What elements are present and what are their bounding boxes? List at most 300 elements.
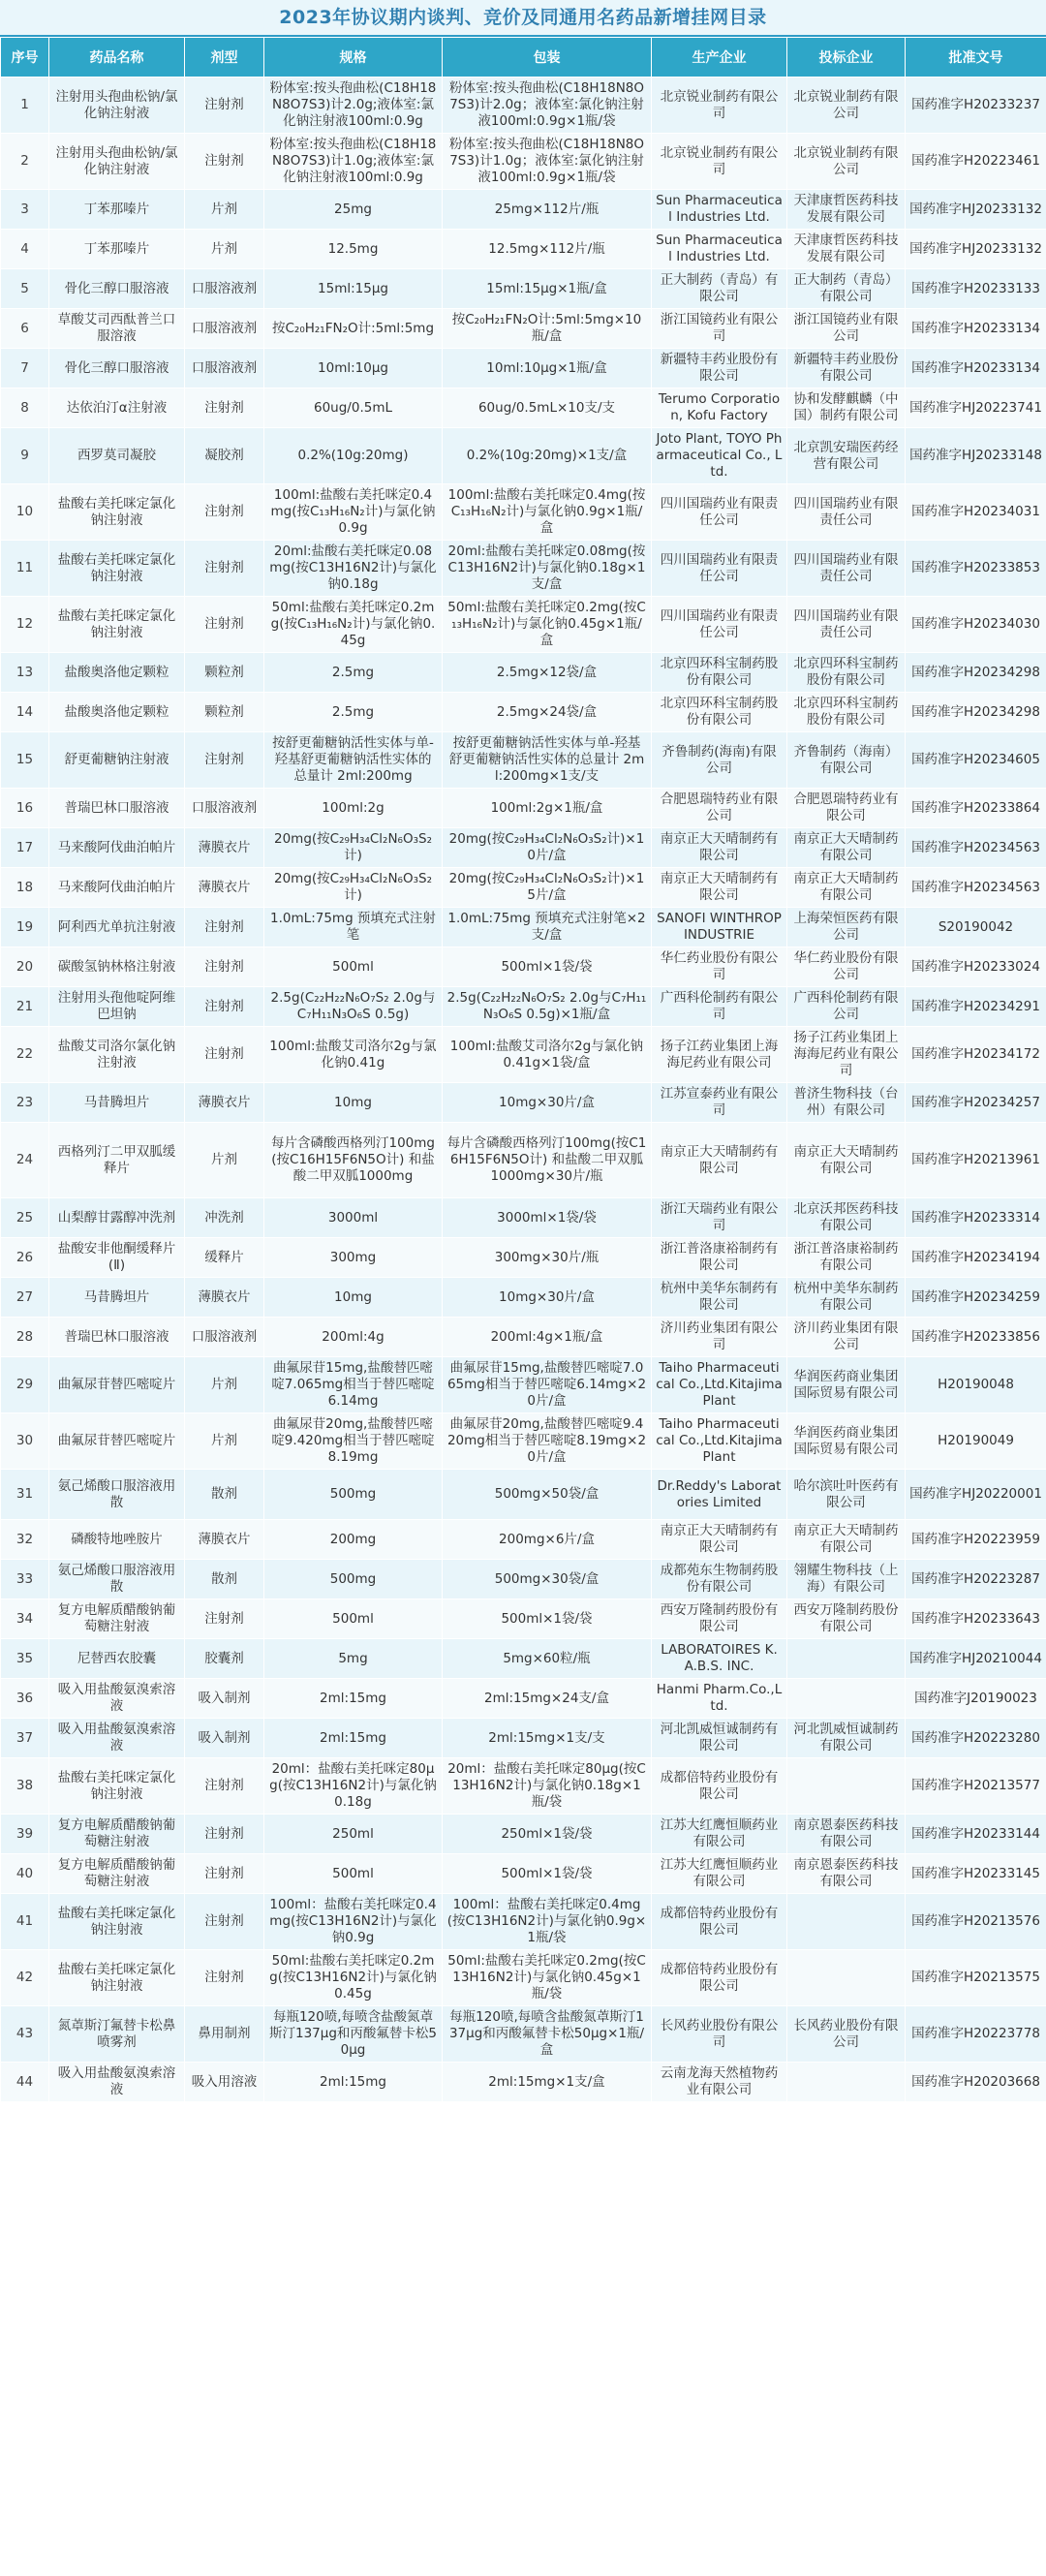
cell-bidder: [787, 1679, 906, 1719]
cell-bidder: 哈尔滨吐叶医药有限公司: [787, 1470, 906, 1520]
cell-pack: 10mg×30片/盒: [443, 1278, 652, 1318]
cell-seq: 30: [1, 1413, 49, 1470]
cell-form: 片剂: [185, 1123, 264, 1198]
cell-bidder: 普济生物科技（台州）有限公司: [787, 1083, 906, 1123]
cell-bidder: 上海荣恒医药有限公司: [787, 908, 906, 947]
cell-bidder: [787, 1950, 906, 2006]
cell-bidder: 河北凯威恒诚制药有限公司: [787, 1719, 906, 1758]
cell-seq: 9: [1, 428, 49, 484]
cell-maker: 浙江天瑞药业有限公司: [652, 1198, 787, 1238]
cell-maker: SANOFI WINTHROP INDUSTRIE: [652, 908, 787, 947]
cell-bidder: 长风药业股份有限公司: [787, 2006, 906, 2063]
cell-name: 阿利西尤单抗注射液: [49, 908, 185, 947]
table-row: [1, 1950, 1046, 2006]
cell-name: 西格列汀二甲双胍缓释片: [49, 1123, 185, 1198]
cell-maker: 正大制药（青岛）有限公司: [652, 269, 787, 309]
cell-approval: 国药准字J20190023: [906, 1679, 1046, 1719]
table-row: [1, 1815, 1046, 1854]
cell-maker: Dr.Reddy's Laboratories Limited: [652, 1470, 787, 1520]
cell-seq: 17: [1, 828, 49, 868]
cell-spec: 0.2%(10g:20mg): [264, 428, 443, 484]
cell-maker: Hanmi Pharm.Co.,Ltd.: [652, 1679, 787, 1719]
cell-approval: 国药准字H20213577: [906, 1758, 1046, 1815]
cell-bidder: 南京正大天晴制药有限公司: [787, 828, 906, 868]
cell-maker: 扬子江药业集团上海海尼药业有限公司: [652, 1027, 787, 1083]
cell-seq: 5: [1, 269, 49, 309]
cell-spec: 200mg: [264, 1520, 443, 1560]
cell-seq: 20: [1, 947, 49, 987]
cell-pack: 25mg×112片/瓶: [443, 190, 652, 230]
cell-name: 骨化三醇口服溶液: [49, 269, 185, 309]
table-row: [1, 1719, 1046, 1758]
cell-spec: 500ml: [264, 1854, 443, 1894]
cell-name: 复方电解质醋酸钠葡萄糖注射液: [49, 1815, 185, 1854]
cell-bidder: 合肥恩瑞特药业有限公司: [787, 789, 906, 828]
cell-pack: 50ml:盐酸右美托咪定0.2mg(按C₁₃H₁₆N₂计)与氯化钠0.45g×1瓶/盒: [443, 597, 652, 653]
cell-pack: 曲氟尿苷15mg,盐酸替匹嘧啶7.065mg相当于替匹嘧啶6.14mg×20片/盒: [443, 1357, 652, 1413]
cell-bidder: 四川国瑞药业有限责任公司: [787, 597, 906, 653]
cell-pack: 12.5mg×112片/瓶: [443, 230, 652, 269]
cell-pack: 100ml:2g×1瓶/盒: [443, 789, 652, 828]
cell-pack: 2.5mg×24袋/盒: [443, 693, 652, 732]
cell-spec: 500ml: [264, 947, 443, 987]
cell-spec: 20mg(按C₂₉H₃₄Cl₂N₆O₃S₂计): [264, 868, 443, 908]
cell-name: 吸入用盐酸氨溴索溶液: [49, 2063, 185, 2102]
cell-seq: 39: [1, 1815, 49, 1854]
cell-bidder: 齐鲁制药（海南）有限公司: [787, 732, 906, 789]
cell-approval: 国药准字H20234257: [906, 1083, 1046, 1123]
cell-pack: 粉体室:按头孢曲松(C18H18N8O7S3)计2.0g；液体室:氯化钠注射液100ml:0.9g×1瓶/袋: [443, 78, 652, 134]
cell-approval: H20190048: [906, 1357, 1046, 1413]
cell-seq: 22: [1, 1027, 49, 1083]
cell-approval: 国药准字HJ20233132: [906, 190, 1046, 230]
table-row: [1, 653, 1046, 693]
cell-form: 注射剂: [185, 597, 264, 653]
cell-approval: 国药准字HJ20220001: [906, 1470, 1046, 1520]
cell-bidder: 浙江国镜药业有限公司: [787, 309, 906, 349]
cell-approval: 国药准字H20223778: [906, 2006, 1046, 2063]
table-row: [1, 1894, 1046, 1950]
cell-spec: 2ml:15mg: [264, 1679, 443, 1719]
table-row: [1, 1470, 1046, 1520]
cell-maker: 江苏宣泰药业有限公司: [652, 1083, 787, 1123]
cell-maker: 江苏大红鹰恒顺药业有限公司: [652, 1854, 787, 1894]
cell-name: 盐酸右美托咪定氯化钠注射液: [49, 541, 185, 597]
cell-spec: 粉体室:按头孢曲松(C18H18N8O7S3)计1.0g;液体室:氯化钠注射液100ml:0.9g: [264, 134, 443, 190]
cell-pack: 每瓶120喷,每喷含盐酸氮䓬斯汀137μg和丙酸氟替卡松50μg×1瓶/盒: [443, 2006, 652, 2063]
cell-spec: 1.0mL:75mg 预填充式注射笔: [264, 908, 443, 947]
cell-maker: 四川国瑞药业有限责任公司: [652, 541, 787, 597]
cell-maker: 四川国瑞药业有限责任公司: [652, 597, 787, 653]
cell-name: 盐酸右美托咪定氯化钠注射液: [49, 1894, 185, 1950]
cell-name: 西罗莫司凝胶: [49, 428, 185, 484]
cell-seq: 6: [1, 309, 49, 349]
cell-seq: 41: [1, 1894, 49, 1950]
cell-name: 马来酸阿伐曲泊帕片: [49, 868, 185, 908]
cell-spec: 250ml: [264, 1815, 443, 1854]
cell-approval: 国药准字H20213575: [906, 1950, 1046, 2006]
cell-name: 盐酸右美托咪定氯化钠注射液: [49, 597, 185, 653]
cell-seq: 29: [1, 1357, 49, 1413]
cell-name: 吸入用盐酸氨溴索溶液: [49, 1679, 185, 1719]
drug-table: [0, 37, 1046, 2102]
cell-name: 氮䓬斯汀氟替卡松鼻喷雾剂: [49, 2006, 185, 2063]
cell-form: 口服溶液剂: [185, 309, 264, 349]
cell-pack: 20ml:盐酸右美托咪定0.08mg(按C13H16N2计)与氯化钠0.18g×1支/盒: [443, 541, 652, 597]
cell-spec: 2ml:15mg: [264, 2063, 443, 2102]
cell-pack: 2ml:15mg×24支/盒: [443, 1679, 652, 1719]
cell-name: 盐酸艾司洛尔氯化钠注射液: [49, 1027, 185, 1083]
cell-spec: 200ml:4g: [264, 1318, 443, 1357]
cell-approval: 国药准字H20234291: [906, 987, 1046, 1027]
table-row: [1, 1639, 1046, 1679]
cell-seq: 15: [1, 732, 49, 789]
cell-form: 片剂: [185, 1357, 264, 1413]
cell-pack: 2.5g(C₂₂H₂₂N₆O₇S₂ 2.0g与C₇H₁₁N₃O₆S 0.5g)×1瓶/盒: [443, 987, 652, 1027]
cell-spec: 10mg: [264, 1278, 443, 1318]
table-row: [1, 484, 1046, 541]
cell-form: 注射剂: [185, 134, 264, 190]
cell-name: 注射用头孢他啶阿维巴坦钠: [49, 987, 185, 1027]
cell-seq: 23: [1, 1083, 49, 1123]
cell-seq: 36: [1, 1679, 49, 1719]
cell-form: 注射剂: [185, 484, 264, 541]
cell-maker: Taiho Pharmaceutical Co.,Ltd.Kitajima Plant: [652, 1357, 787, 1413]
cell-approval: 国药准字H20223959: [906, 1520, 1046, 1560]
cell-pack: 100ml：盐酸右美托咪定0.4mg(按C13H16N2计)与氯化钠0.9g×1瓶/袋: [443, 1894, 652, 1950]
cell-name: 普瑞巴林口服溶液: [49, 789, 185, 828]
cell-pack: 20mg(按C₂₉H₃₄Cl₂N₆O₃S₂计)×10片/盒: [443, 828, 652, 868]
table-row: [1, 269, 1046, 309]
cell-approval: 国药准字H20223287: [906, 1560, 1046, 1599]
cell-bidder: 西安万隆制药股份有限公司: [787, 1599, 906, 1639]
cell-pack: 10mg×30片/盒: [443, 1083, 652, 1123]
cell-name: 盐酸安非他酮缓释片(Ⅱ): [49, 1238, 185, 1278]
cell-name: 曲氟尿苷替匹嘧啶片: [49, 1413, 185, 1470]
cell-form: 注射剂: [185, 388, 264, 428]
cell-pack: 10ml:10μg×1瓶/盒: [443, 349, 652, 388]
cell-approval: 国药准字H20234298: [906, 653, 1046, 693]
cell-bidder: 扬子江药业集团上海海尼药业有限公司: [787, 1027, 906, 1083]
cell-seq: 37: [1, 1719, 49, 1758]
cell-name: 马昔腾坦片: [49, 1278, 185, 1318]
cell-bidder: 广西科伦制药有限公司: [787, 987, 906, 1027]
cell-form: 吸入制剂: [185, 1719, 264, 1758]
cell-spec: 2.5g(C₂₂H₂₂N₆O₇S₂ 2.0g与C₇H₁₁N₃O₆S 0.5g): [264, 987, 443, 1027]
cell-form: 注射剂: [185, 1854, 264, 1894]
cell-spec: 曲氟尿苷20mg,盐酸替匹嘧啶9.420mg相当于替匹嘧啶8.19mg: [264, 1413, 443, 1470]
table-row: [1, 1357, 1046, 1413]
cell-seq: 10: [1, 484, 49, 541]
cell-bidder: 南京恩泰医药科技有限公司: [787, 1854, 906, 1894]
cell-form: 口服溶液剂: [185, 1318, 264, 1357]
cell-pack: 100ml:盐酸艾司洛尔2g与氯化钠0.41g×1袋/盒: [443, 1027, 652, 1083]
cell-seq: 28: [1, 1318, 49, 1357]
cell-approval: 国药准字H20223461: [906, 134, 1046, 190]
cell-form: 注射剂: [185, 908, 264, 947]
cell-spec: 2.5mg: [264, 653, 443, 693]
cell-bidder: 北京凯安瑞医药经营有限公司: [787, 428, 906, 484]
cell-spec: 50ml:盐酸右美托咪定0.2mg(按C₁₃H₁₆N₂计)与氯化钠0.45g: [264, 597, 443, 653]
cell-approval: 国药准字H20233134: [906, 349, 1046, 388]
cell-name: 氨己烯酸口服溶液用散: [49, 1470, 185, 1520]
cell-bidder: 北京沃邦医药科技有限公司: [787, 1198, 906, 1238]
cell-pack: 粉体室:按头孢曲松(C18H18N8O7S3)计1.0g；液体室:氯化钠注射液100ml:0.9g×1瓶/袋: [443, 134, 652, 190]
cell-name: 盐酸右美托咪定氯化钠注射液: [49, 1950, 185, 2006]
cell-name: 盐酸奥洛他定颗粒: [49, 693, 185, 732]
cell-bidder: 华润医药商业集团国际贸易有限公司: [787, 1357, 906, 1413]
cell-bidder: 北京四环科宝制药股份有限公司: [787, 693, 906, 732]
cell-form: 注射剂: [185, 1599, 264, 1639]
cell-name: 盐酸奥洛他定颗粒: [49, 653, 185, 693]
cell-seq: 43: [1, 2006, 49, 2063]
cell-seq: 24: [1, 1123, 49, 1198]
cell-approval: 国药准字H20234030: [906, 597, 1046, 653]
cell-spec: 按C₂₀H₂₁FN₂O计:5ml:5mg: [264, 309, 443, 349]
column-header-spec: 规格: [264, 38, 443, 78]
cell-form: 凝胶剂: [185, 428, 264, 484]
cell-seq: 13: [1, 653, 49, 693]
table-row: [1, 2006, 1046, 2063]
cell-approval: 国药准字H20234605: [906, 732, 1046, 789]
cell-pack: 500mg×50袋/盒: [443, 1470, 652, 1520]
cell-approval: 国药准字HJ20223741: [906, 388, 1046, 428]
cell-pack: 300mg×30片/瓶: [443, 1238, 652, 1278]
cell-name: 达依泊汀α注射液: [49, 388, 185, 428]
cell-form: 注射剂: [185, 1950, 264, 2006]
cell-form: 冲洗剂: [185, 1198, 264, 1238]
cell-maker: 成都倍特药业股份有限公司: [652, 1894, 787, 1950]
cell-name: 复方电解质醋酸钠葡萄糖注射液: [49, 1599, 185, 1639]
table-row: [1, 1123, 1046, 1198]
cell-form: 鼻用制剂: [185, 2006, 264, 2063]
cell-spec: 50ml:盐酸右美托咪定0.2mg(按C13H16N2计)与氯化钠0.45g: [264, 1950, 443, 2006]
table-row: [1, 908, 1046, 947]
cell-seq: 21: [1, 987, 49, 1027]
cell-form: 口服溶液剂: [185, 269, 264, 309]
cell-pack: 20ml：盐酸右美托咪定80μg(按C13H16N2计)与氯化钠0.18g×1瓶/袋: [443, 1758, 652, 1815]
cell-pack: 250ml×1袋/袋: [443, 1815, 652, 1854]
cell-approval: 国药准字H20233856: [906, 1318, 1046, 1357]
cell-approval: S20190042: [906, 908, 1046, 947]
cell-bidder: [787, 1894, 906, 1950]
cell-form: 薄膜衣片: [185, 1520, 264, 1560]
table-row: [1, 428, 1046, 484]
cell-seq: 1: [1, 78, 49, 134]
cell-name: 骨化三醇口服溶液: [49, 349, 185, 388]
table-row: [1, 987, 1046, 1027]
cell-spec: 25mg: [264, 190, 443, 230]
table-row: [1, 1599, 1046, 1639]
cell-pack: 50ml:盐酸右美托咪定0.2mg(按C13H16N2计)与氯化钠0.45g×1瓶/袋: [443, 1950, 652, 2006]
cell-name: 曲氟尿苷替匹嘧啶片: [49, 1357, 185, 1413]
table-row: [1, 349, 1046, 388]
cell-maker: 济川药业集团有限公司: [652, 1318, 787, 1357]
table-row: [1, 789, 1046, 828]
cell-form: 片剂: [185, 1413, 264, 1470]
cell-maker: 齐鲁制药(海南)有限公司: [652, 732, 787, 789]
cell-seq: 8: [1, 388, 49, 428]
cell-seq: 16: [1, 789, 49, 828]
cell-maker: Sun Pharmaceutical Industries Ltd.: [652, 190, 787, 230]
cell-bidder: 杭州中美华东制药有限公司: [787, 1278, 906, 1318]
cell-maker: 长风药业股份有限公司: [652, 2006, 787, 2063]
cell-seq: 31: [1, 1470, 49, 1520]
cell-name: 盐酸右美托咪定氯化钠注射液: [49, 484, 185, 541]
cell-pack: 200mg×6片/盒: [443, 1520, 652, 1560]
cell-form: 注射剂: [185, 1027, 264, 1083]
cell-seq: 26: [1, 1238, 49, 1278]
cell-form: 吸入制剂: [185, 1679, 264, 1719]
cell-bidder: 天津康哲医药科技发展有限公司: [787, 230, 906, 269]
cell-bidder: 新疆特丰药业股份有限公司: [787, 349, 906, 388]
cell-maker: Joto Plant, TOYO Pharmaceutical Co., Ltd.: [652, 428, 787, 484]
cell-bidder: 正大制药（青岛）有限公司: [787, 269, 906, 309]
table-row: [1, 1758, 1046, 1815]
cell-name: 舒更葡糖钠注射液: [49, 732, 185, 789]
cell-spec: 每瓶120喷,每喷含盐酸氮䓬斯汀137μg和丙酸氟替卡松50μg: [264, 2006, 443, 2063]
cell-pack: 500ml×1袋/袋: [443, 1854, 652, 1894]
cell-approval: 国药准字H20234298: [906, 693, 1046, 732]
cell-maker: 云南龙海天然植物药业有限公司: [652, 2063, 787, 2102]
cell-pack: 100ml:盐酸右美托咪定0.4mg(按C₁₃H₁₆N₂计)与氯化钠0.9g×1瓶/盒: [443, 484, 652, 541]
cell-approval: 国药准字H20234259: [906, 1278, 1046, 1318]
cell-form: 缓释片: [185, 1238, 264, 1278]
cell-maker: 河北凯威恒诚制药有限公司: [652, 1719, 787, 1758]
cell-pack: 每片含磷酸西格列汀100mg(按C16H15F6N5O计) 和盐酸二甲双胍1000mg×30片/瓶: [443, 1123, 652, 1198]
cell-approval: 国药准字H20233145: [906, 1854, 1046, 1894]
cell-form: 薄膜衣片: [185, 1278, 264, 1318]
cell-maker: LABORATOIRES K.A.B.S. INC.: [652, 1639, 787, 1679]
cell-spec: 20mg(按C₂₉H₃₄Cl₂N₆O₃S₂计): [264, 828, 443, 868]
cell-form: 片剂: [185, 230, 264, 269]
table-row: [1, 1278, 1046, 1318]
cell-maker: Taiho Pharmaceutical Co.,Ltd.Kitajima Plant: [652, 1413, 787, 1470]
cell-maker: 北京四环科宝制药股份有限公司: [652, 653, 787, 693]
cell-name: 马来酸阿伐曲泊帕片: [49, 828, 185, 868]
cell-maker: 南京正大天晴制药有限公司: [652, 868, 787, 908]
cell-bidder: 南京正大天晴制药有限公司: [787, 1520, 906, 1560]
cell-spec: 500ml: [264, 1599, 443, 1639]
cell-seq: 7: [1, 349, 49, 388]
cell-spec: 3000ml: [264, 1198, 443, 1238]
cell-approval: 国药准字H20234563: [906, 868, 1046, 908]
cell-form: 吸入用溶液: [185, 2063, 264, 2102]
cell-form: 口服溶液剂: [185, 789, 264, 828]
cell-seq: 19: [1, 908, 49, 947]
cell-pack: 500ml×1袋/袋: [443, 1599, 652, 1639]
cell-pack: 200ml:4g×1瓶/盒: [443, 1318, 652, 1357]
cell-seq: 2: [1, 134, 49, 190]
cell-seq: 38: [1, 1758, 49, 1815]
cell-name: 氨己烯酸口服溶液用散: [49, 1560, 185, 1599]
table-row: [1, 190, 1046, 230]
table-row: [1, 1027, 1046, 1083]
cell-bidder: 四川国瑞药业有限责任公司: [787, 541, 906, 597]
cell-seq: 34: [1, 1599, 49, 1639]
column-header-approval: 批准文号: [906, 38, 1046, 78]
cell-form: 口服溶液剂: [185, 349, 264, 388]
cell-maker: 四川国瑞药业有限责任公司: [652, 484, 787, 541]
cell-approval: H20190049: [906, 1413, 1046, 1470]
cell-name: 草酸艾司西酞普兰口服溶液: [49, 309, 185, 349]
cell-seq: 44: [1, 2063, 49, 2102]
table-row: [1, 309, 1046, 349]
cell-approval: 国药准字H20233134: [906, 309, 1046, 349]
cell-form: 注射剂: [185, 78, 264, 134]
cell-seq: 25: [1, 1198, 49, 1238]
cell-spec: 12.5mg: [264, 230, 443, 269]
cell-bidder: 南京正大天晴制药有限公司: [787, 868, 906, 908]
cell-spec: 15ml:15μg: [264, 269, 443, 309]
cell-name: 吸入用盐酸氨溴索溶液: [49, 1719, 185, 1758]
cell-seq: 32: [1, 1520, 49, 1560]
column-header-bidder: 投标企业: [787, 38, 906, 78]
cell-name: 盐酸右美托咪定氯化钠注射液: [49, 1758, 185, 1815]
table-row: [1, 541, 1046, 597]
cell-name: 碳酸氢钠林格注射液: [49, 947, 185, 987]
cell-maker: 广西科伦制药有限公司: [652, 987, 787, 1027]
cell-seq: 4: [1, 230, 49, 269]
cell-approval: 国药准字H20213961: [906, 1123, 1046, 1198]
table-row: [1, 693, 1046, 732]
cell-bidder: 南京恩泰医药科技有限公司: [787, 1815, 906, 1854]
cell-spec: 300mg: [264, 1238, 443, 1278]
cell-spec: 粉体室:按头孢曲松(C18H18N8O7S3)计2.0g;液体室:氯化钠注射液100ml:0.9g: [264, 78, 443, 134]
cell-seq: 12: [1, 597, 49, 653]
cell-form: 颗粒剂: [185, 693, 264, 732]
cell-bidder: [787, 1758, 906, 1815]
column-header-seq: 序号: [1, 38, 49, 78]
cell-maker: 浙江国镜药业有限公司: [652, 309, 787, 349]
cell-name: 注射用头孢曲松钠/氯化钠注射液: [49, 134, 185, 190]
table-row: [1, 1198, 1046, 1238]
cell-form: 散剂: [185, 1560, 264, 1599]
cell-form: 薄膜衣片: [185, 1083, 264, 1123]
cell-maker: Sun Pharmaceutical Industries Ltd.: [652, 230, 787, 269]
table-row: [1, 1560, 1046, 1599]
table-row: [1, 597, 1046, 653]
table-row: [1, 1318, 1046, 1357]
cell-pack: 5mg×60粒/瓶: [443, 1639, 652, 1679]
table-row: [1, 1520, 1046, 1560]
cell-bidder: 北京锐业制药有限公司: [787, 78, 906, 134]
cell-bidder: 协和发酵麒麟（中国）制药有限公司: [787, 388, 906, 428]
cell-seq: 40: [1, 1854, 49, 1894]
cell-spec: 每片含磷酸西格列汀100mg(按C16H15F6N5O计) 和盐酸二甲双胍1000mg: [264, 1123, 443, 1198]
cell-spec: 500mg: [264, 1560, 443, 1599]
cell-maker: 江苏大红鹰恒顺药业有限公司: [652, 1815, 787, 1854]
cell-seq: 35: [1, 1639, 49, 1679]
table-row: [1, 78, 1046, 134]
cell-form: 注射剂: [185, 541, 264, 597]
cell-name: 磷酸特地唑胺片: [49, 1520, 185, 1560]
table-header-row: [1, 38, 1046, 78]
cell-bidder: [787, 1639, 906, 1679]
cell-form: 注射剂: [185, 947, 264, 987]
table-row: [1, 1413, 1046, 1470]
cell-maker: 杭州中美华东制药有限公司: [652, 1278, 787, 1318]
column-header-pack: 包装: [443, 38, 652, 78]
cell-approval: 国药准字HJ20233148: [906, 428, 1046, 484]
cell-maker: 成都倍特药业股份有限公司: [652, 1950, 787, 2006]
cell-bidder: 济川药业集团有限公司: [787, 1318, 906, 1357]
table-row: [1, 947, 1046, 987]
cell-maker: Terumo Corporation, Kofu Factory: [652, 388, 787, 428]
cell-approval: 国药准字H20233314: [906, 1198, 1046, 1238]
cell-pack: 曲氟尿苷20mg,盐酸替匹嘧啶9.420mg相当于替匹嘧啶8.19mg×20片/盒: [443, 1413, 652, 1470]
cell-name: 普瑞巴林口服溶液: [49, 1318, 185, 1357]
